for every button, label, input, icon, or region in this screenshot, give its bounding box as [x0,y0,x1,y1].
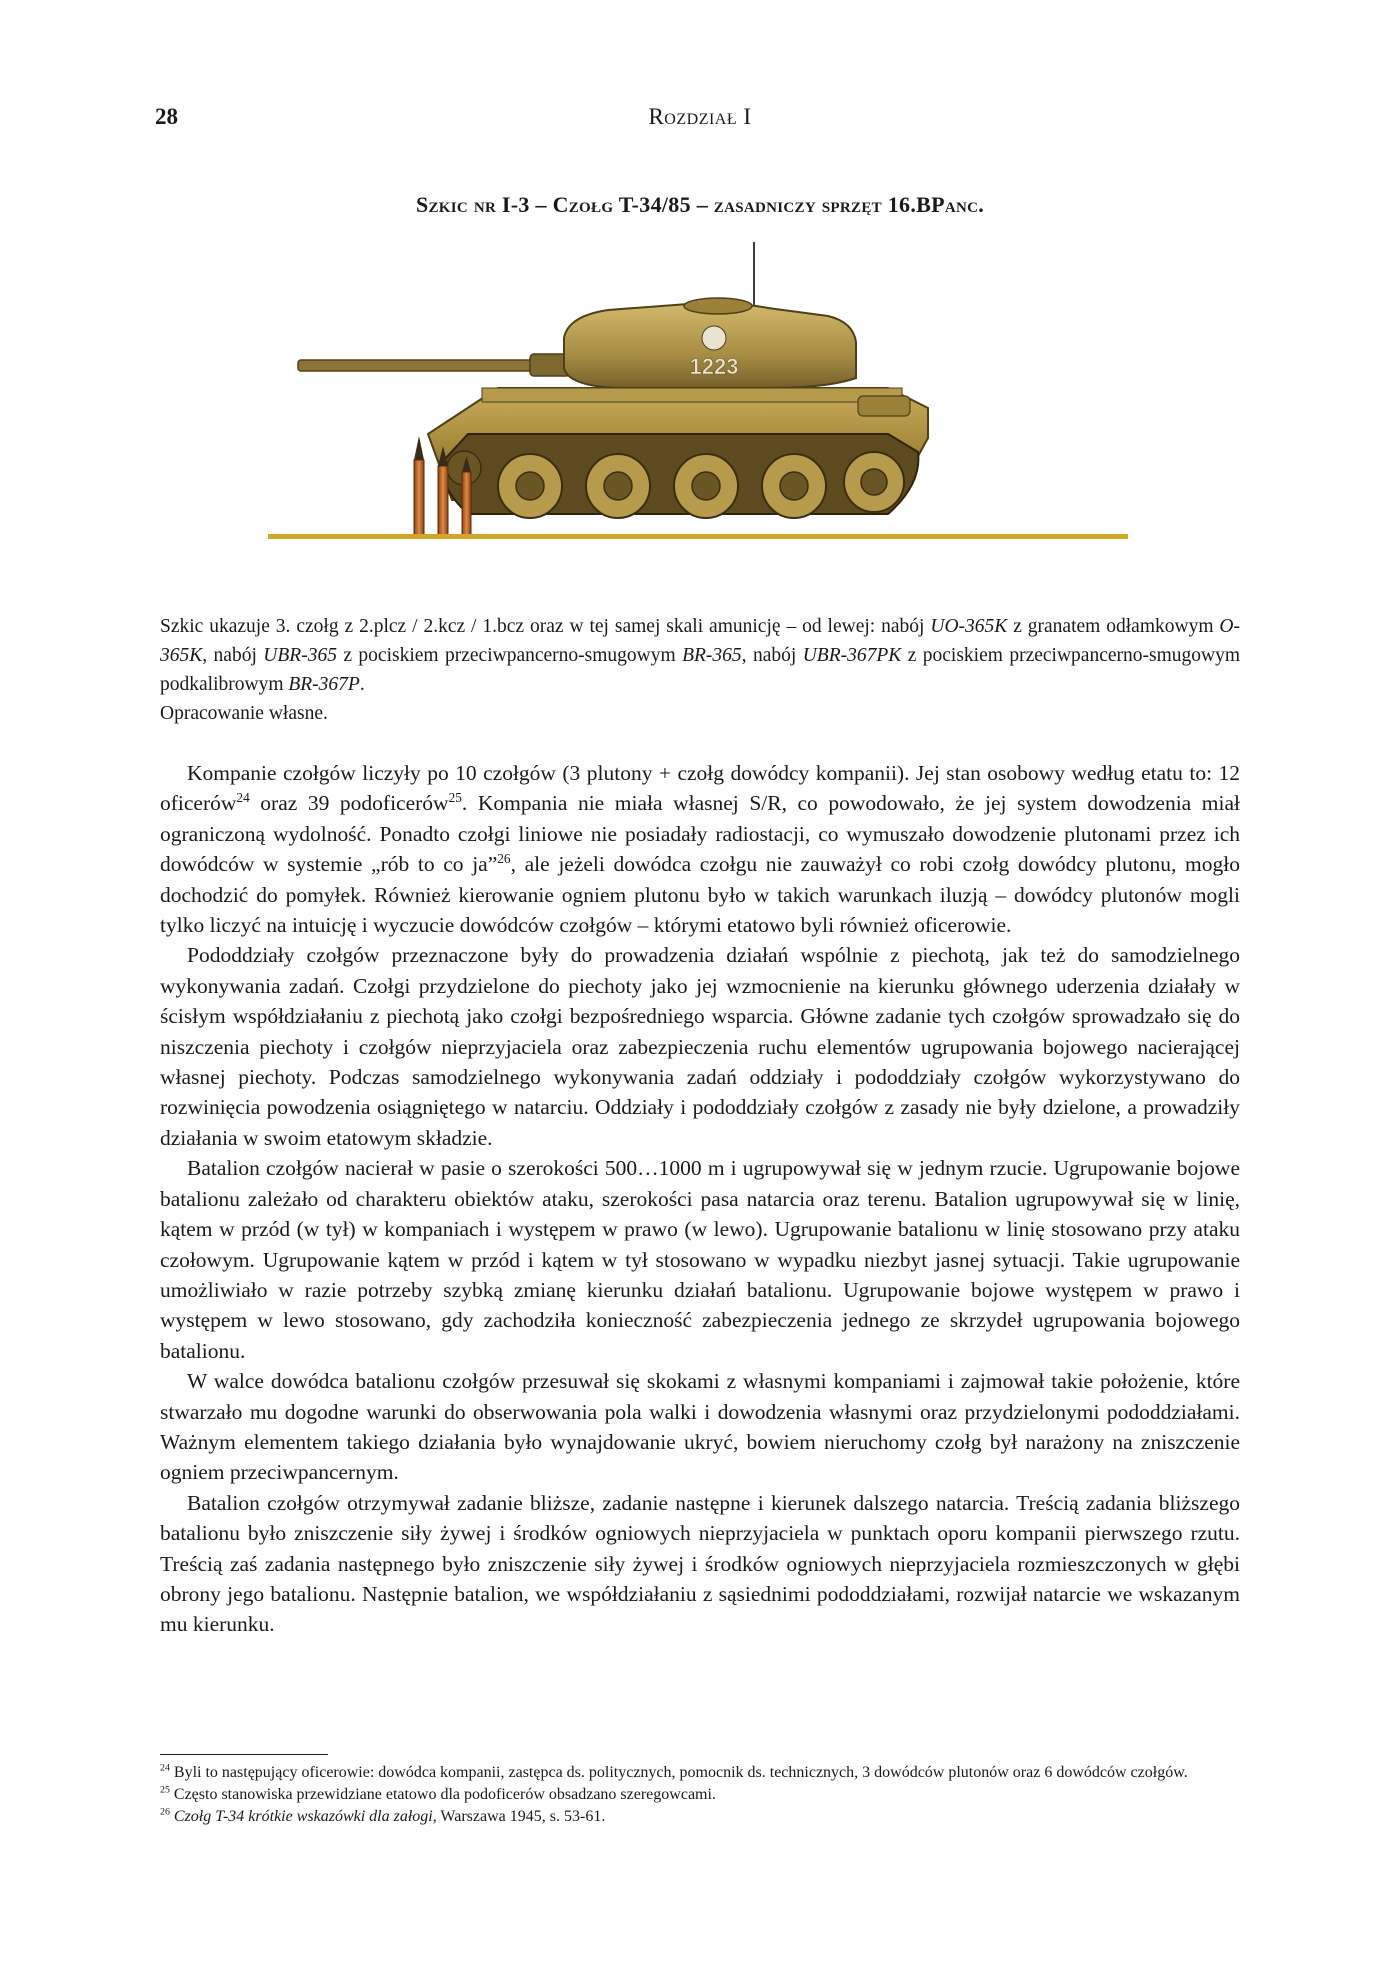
tank-marking: 1223 [689,354,739,379]
footnote-ref: 26 [497,851,511,867]
round-ubr-367pk [462,472,471,536]
tank-illustration [268,238,1128,578]
paragraph: Kompanie czołgów liczyły po 10 czołgów (3 plutony + czołg dowódcy kompanii). Jej stan osobowy według etatu to: 12 oficerów$^{24}$ oraz 39 podoficerów$^{25}$. Kompania nie miała własnej S/R, co powodowało, że jej system dowodzenia miał ograniczoną wydolność. Ponadto czołgi liniowe nie posiadały radiostacji, co wymuszało dowodzenie plutonami przez ich dowódców w systemie „rób to co ja”$^{26}$, ale jeżeli dowódca czołgu nie zauważył co robi czołg dowódcy plutonu, mogło dochodzić do pomyłek. Również kierowanie ogniem plutonu było w takich warunkach iluzją – dowódcy plutonów mogli tylko liczyć na intuicję i wyczucie dowódców czołgów – którymi etatowo byli również oficerowie. [160,761,1240,938]
ground-line [268,534,1128,539]
round-ubr-365 [438,466,448,536]
footnote: $^{26}$ Czołg T-34 krótkie wskazówki dla załogi, Warszawa 1945, s. 53-61. [160,1806,606,1825]
paragraph: Pododdziały czołgów przeznaczone były do prowadzenia działań wspólnie z piechotą, jak też do samodzielnego wykonywania zadań. Czołgi przydzielone do piechoty jako jej wzmocnienie na kierunku głównego uderzenia działały w ścisłym współdziałaniu z piechotą jako czołgi bezpośredniego wsparcia. Główne zadanie tych czołgów sprowadzało się do niszczenia piechoty i czołgów nieprzyjaciela oraz zabezpieczenia ruchu elementów ugrupowania bojowego nacierającej własnej piechoty. Podczas samodzielnego wykonywania zadań oddziały i pododdziały czołgów wykorzystywano do rozwinięcia powodzenia osiągniętego w natarciu. Oddziały i pododdziały czołgów z zasady nie były dzielone, a prowadziły działania w swoim etatowym składzie. [160,943,1240,1150]
paragraph: W walce dowódca batalionu czołgów przesuwał się skokami z własnymi kompaniami i zajmował takie położenie, które stwarzało mu dogodne warunki do obserwowania pola walki i dowodzenia własnymi oraz przydzielonymi pododdziałami. Ważnym elementem takiego działania było wynajdowanie ukryć, bowiem nieruchomy czołg był narażony na zniszczenie ogniem przeciwpancernym. [160,1369,1240,1485]
figure-title: Szkic nr I-3 – Czołg T-34/85 – zasadniczy sprzęt 16.BPanc. [415,192,985,217]
paragraph: Batalion czołgów nacierał w pasie o szerokości 500…1000 m i ugrupowywał się w jednym rzucie. Ugrupowanie bojowe batalionu zależało od charakteru obiektów ataku, szerokości pasa natarcia oraz terenu. Batalion ugrupowywał się w linię, kątem w przód (w tył) w kompaniach i występem w prawo (w lewo). Ugrupowanie batalionu w linię stosowano przy ataku czołowym. Ugrupowanie kątem w przód i kątem w tył stosowano w wypadku niezbyt jasnej sytuacji. Takie ugrupowanie umożliwiało w razie potrzeby szybką zmianę kierunku działań batalionu. Ugrupowanie bojowe występem w prawo i występem w lewo stosowano, gdy zachodziła konieczność zabezpieczenia jednego ze skrzydeł ugrupowania bojowego batalionu. [160,1156,1240,1363]
paragraph: Batalion czołgów otrzymywał zadanie bliższe, zadanie następne i kierunek dalszego natarcia. Treścią zadania bliższego batalionu było zniszczenie siły żywej i środków ogniowych nieprzyjaciela w punktach oporu kompanii pierwszego rzutu. Treścią zaś zadania następnego było zniszczenie siły żywej i środków ogniowych nieprzyjaciela rozmieszczonych w głębi obrony jego batalionu. Następnie batalion, we współdziałaniu z sąsiednimi pododdziałami, rozwijał natarcie we wskazanym mu kierunku. [160,1490,1240,1637]
footnote: $^{25}$ Często stanowiska przewidziane etatowo dla podoficerów obsadzano szeregowcami. [160,1784,716,1803]
running-head: Rozdział I [648,104,752,129]
footnote-ref: 24 [236,790,250,806]
polish-eagle-emblem [702,326,726,350]
gun-barrel [298,360,558,371]
footnotes [160,1762,1240,1828]
fuel-tank [858,396,910,416]
footnote-ref: 25 [448,790,462,806]
page-number: 28 [155,104,178,129]
footnote-rule [160,1754,328,1755]
round-uo-365k [414,460,424,536]
body-text [160,758,1240,1640]
footnote: $^{24}$ Byli to następujący oficerowie: dowódca kompanii, zastępca ds. politycznych, pomocnik ds. technicznych, 3 dowódców plutonów oraz 6 dowódców czołgów. [160,1762,1188,1781]
figure-caption [160,612,1240,728]
caption-text: Szkic ukazuje 3. czołg z 2.plcz / 2.kcz / 1.bcz oraz w tej samej skali amunicję – od lewej: nabój UO-365K z granatem odłamkowym O-365K, nabój UBR-365 z pociskiem przeciwpancerno-smugowym BR-365, nabój UBR-367PK z pociskiem przeciwpancerno-smugowym podkalibrowym BR-367P. [160,616,1240,695]
caption-source: Opracowanie własne. [160,703,328,724]
